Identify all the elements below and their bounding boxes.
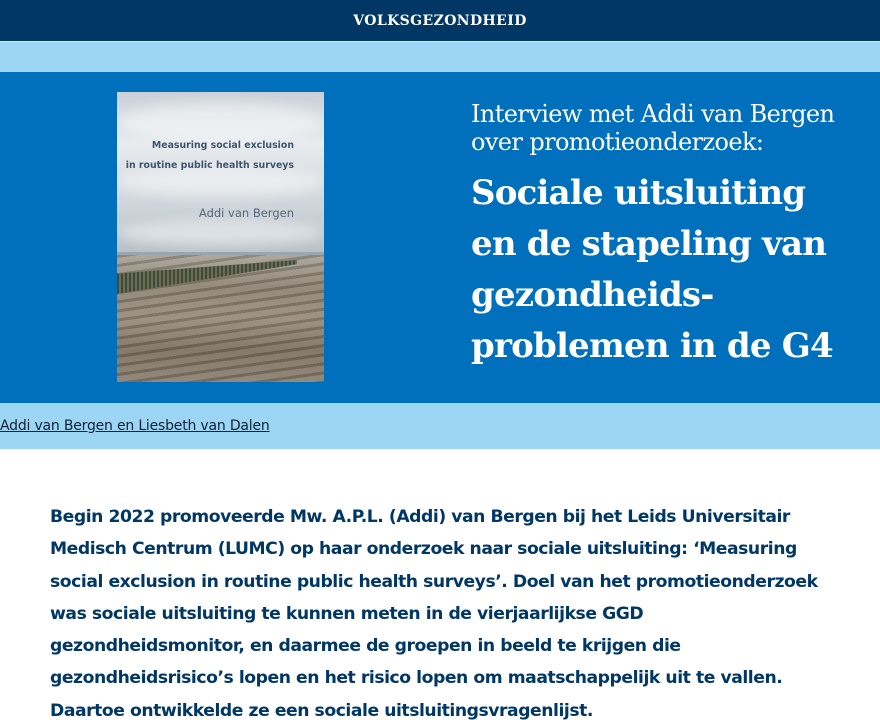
book-title-line: Measuring social exclusion bbox=[151, 140, 294, 151]
authors-bar bbox=[0, 403, 880, 449]
section-header bbox=[0, 0, 880, 42]
book-cover-image bbox=[117, 92, 324, 382]
hero-banner bbox=[0, 72, 880, 403]
book-cover-author: Addi van Bergen bbox=[198, 206, 294, 220]
hero-kicker bbox=[471, 100, 861, 156]
book-cover-title bbox=[126, 136, 294, 176]
kicker-line: Interview met Addi van Bergen bbox=[471, 100, 835, 128]
article-intro: Begin 2022 promoveerde Mw. A.P.L. (Addi) van Bergen bij het Leids Universitair Medisch Centrum (LUMC) op haar onderzoek naar sociale uitsluiting: ‘Measuring social exclusion in routine public health surveys’. Doel van het promotieonderzoek was sociale uitsluiting te kunnen meten in de vierjaarlijkse GGD gezondheidsmonitor, en daarmee de groepen in beeld te krijgen die gezondheidsrisico’s lopen en het risico lopen om maatschappelijk uit te vallen. Daartoe ontwikkelde ze een sociale uitsluitingsvragenlijst. bbox=[50, 507, 818, 720]
authors-link[interactable]: Addi van Bergen en Liesbeth van Dalen bbox=[0, 418, 270, 434]
article-body bbox=[0, 449, 880, 720]
headline-line: gezondheids- bbox=[471, 275, 714, 315]
headline-line: en de stapeling van bbox=[471, 224, 827, 264]
section-label: VOLKSGEZONDHEID bbox=[353, 12, 527, 29]
decorative-strip bbox=[0, 42, 880, 72]
kicker-line: over promotieonderzoek: bbox=[471, 128, 764, 156]
headline-line: problemen in de G4 bbox=[471, 326, 833, 366]
book-title-line: in routine public health surveys bbox=[125, 160, 294, 171]
cloud-decoration bbox=[117, 220, 324, 246]
headline-line: Sociale uitsluiting bbox=[471, 173, 806, 213]
hero-title-block bbox=[471, 100, 861, 372]
page-title bbox=[471, 168, 861, 372]
